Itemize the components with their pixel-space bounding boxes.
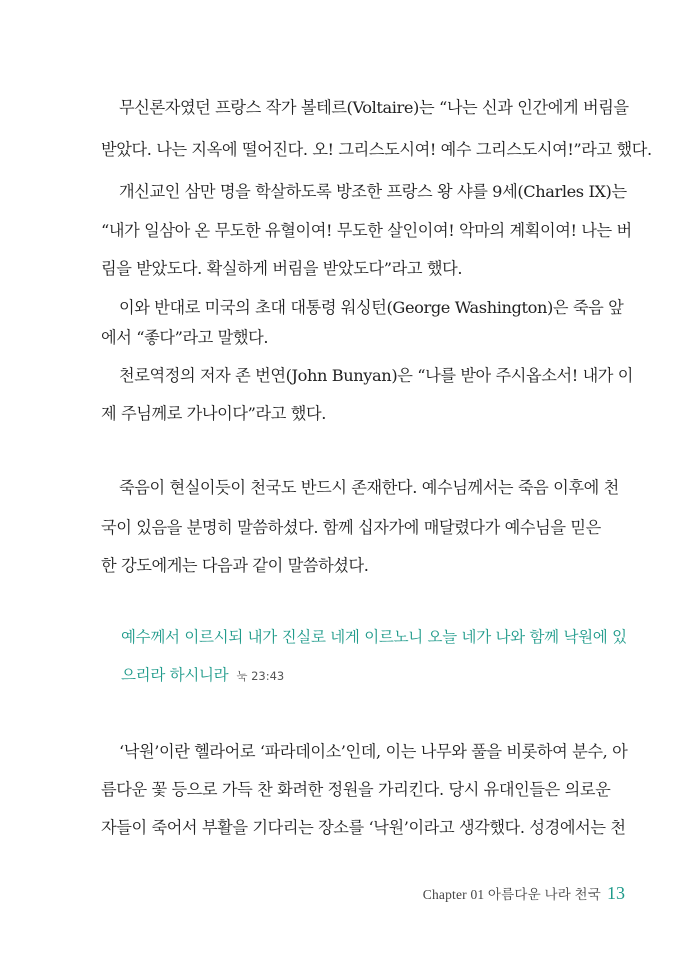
page-number: 13	[607, 883, 625, 903]
text-line: 이와 반대로 미국의 초대 대통령 워싱턴(George Washington)은 죽음 앞	[119, 298, 624, 317]
text-line: 름다운 꽃 등으로 가득 찬 화려한 정원을 가리킨다. 당시 유대인들은 의로운	[101, 780, 611, 799]
text-line: 받았다. 나는 지옥에 떨어진다. 오! 그리스도시여! 예수 그리스도시여!”라고 했다.	[101, 140, 652, 159]
text-line: 자들이 죽어서 부활을 기다리는 장소를 ‘낙원’이라고 생각했다. 성경에서는 천	[101, 818, 626, 837]
text-line: 무신론자였던 프랑스 작가 볼테르(Voltaire)는 “나는 신과 인간에게 버림을	[119, 98, 629, 117]
text-line: ‘낙원’이란 헬라어로 ‘파라데이소’인데, 이는 나무와 풀을 비롯하여 분수, 아	[119, 742, 628, 761]
scripture-quote-line-1: 예수께서 이르시되 내가 진실로 네게 이르노니 오늘 네가 나와 함께 낙원에 있	[121, 628, 627, 646]
page-footer	[423, 883, 625, 904]
text-line: “내가 일삼아 온 무도한 유혈이여! 무도한 살인이여! 악마의 계획이여! 나는 버	[101, 221, 632, 240]
scripture-quote-text: 으리라 하시니라	[121, 666, 229, 684]
text-line: 제 주님께로 가나이다”라고 했다.	[101, 404, 326, 423]
text-line: 림을 받았도다. 확실하게 버림을 받았도다”라고 했다.	[101, 259, 463, 278]
text-line: 개신교인 삼만 명을 학살하도록 방조한 프랑스 왕 샤를 9세(Charles IX)는	[119, 182, 627, 201]
text-line: 죽음이 현실이듯이 천국도 반드시 존재한다. 예수님께서는 죽음 이후에 천	[119, 478, 619, 497]
text-line: 천로역정의 저자 존 번연(John Bunyan)은 “나를 받아 주시옵소서! 내가 이	[119, 366, 634, 385]
text-line: 국이 있음을 분명히 말씀하셨다. 함께 십자가에 매달렸다가 예수님을 믿은	[101, 518, 601, 537]
scripture-reference: 눅 23:43	[236, 669, 285, 683]
scripture-quote-line-2	[121, 663, 284, 685]
chapter-title: Chapter 01 아름다운 나라 천국	[422, 887, 601, 902]
text-line: 한 강도에게는 다음과 같이 말씀하셨다.	[101, 556, 369, 575]
text-line: 에서 “좋다”라고 말했다.	[101, 328, 269, 347]
